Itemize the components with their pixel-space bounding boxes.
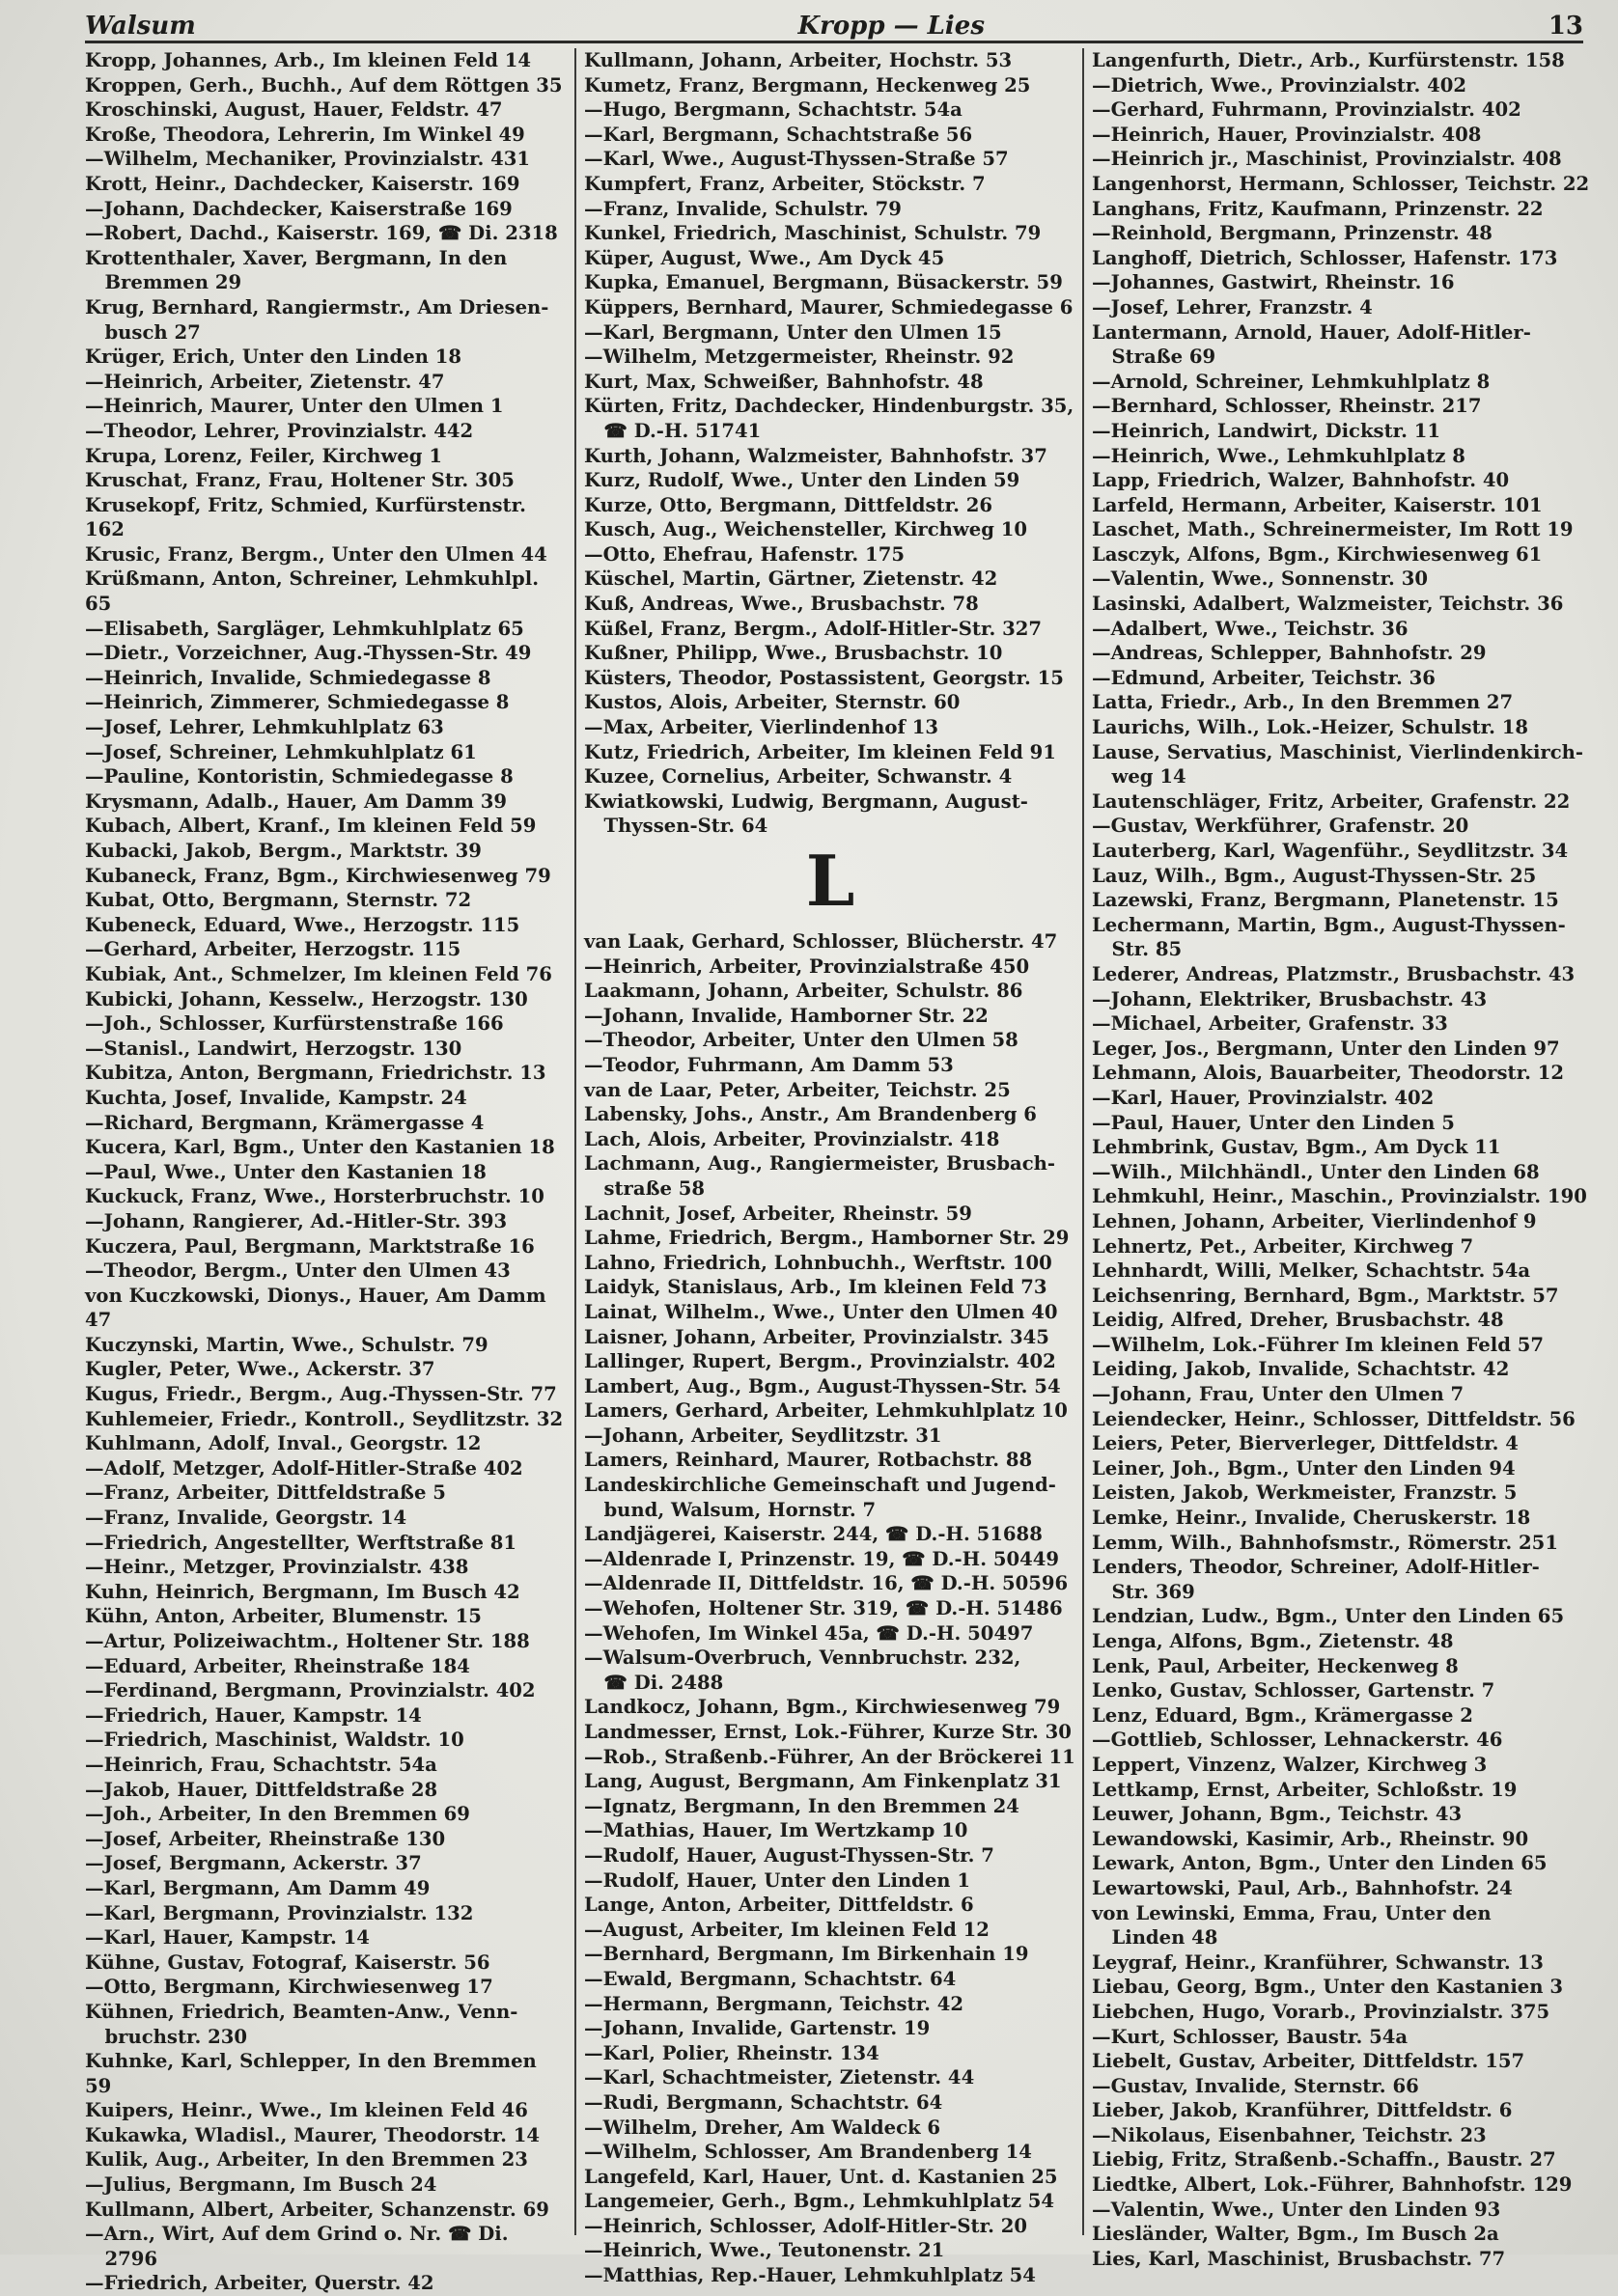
- column-3: [1082, 48, 1591, 2270]
- directory-entry: Lapp, Friedrich, Walzer, Bahnhofstr. 40: [1092, 469, 1510, 492]
- column-2-bottom: [584, 929, 1076, 2288]
- directory-entry: —Elisabeth, Sargläger, Lehmkuhlplatz 65: [85, 617, 524, 640]
- directory-entry: —Otto, Bergmann, Kirchwiesenweg 17: [85, 1976, 493, 1999]
- directory-entry: —Jakob, Hauer, Dittfeldstraße 28: [85, 1778, 438, 1801]
- directory-entry: —Rob., Straßenb.-Führer, An der Bröckerei 11: [584, 1745, 1075, 1768]
- directory-entry: Laurichs, Wilh., Lok.-Heizer, Schulstr. 18: [1092, 716, 1529, 739]
- page-number: 13: [1548, 12, 1583, 41]
- directory-entry: Lemke, Heinr., Invalide, Cheruskerstr. 18: [1092, 1507, 1531, 1530]
- directory-entry: Laakmann, Johann, Arbeiter, Schulstr. 86: [584, 980, 1023, 1003]
- directory-entry: Kutz, Friedrich, Arbeiter, Im kleinen Feld 91: [584, 740, 1056, 763]
- directory-entry: Lahno, Friedrich, Lohnbuchh., Werftstr. 100: [584, 1251, 1052, 1274]
- directory-entry: Liesländer, Walter, Bgm., Im Busch 2a: [1092, 2223, 1499, 2246]
- directory-entry: —Karl, Bergmann, Provinzialstr. 132: [85, 1901, 474, 1924]
- directory-entry: Krupa, Lorenz, Feiler, Kirchweg 1: [85, 444, 442, 467]
- directory-entry: —Karl, Bergmann, Am Damm 49: [85, 1876, 431, 1899]
- directory-entry: Lantermann, Arnold, Hauer, Adolf-Hitler- Straße 69: [1092, 320, 1531, 369]
- directory-entry: Kurz, Rudolf, Wwe., Unter den Linden 59: [584, 469, 1020, 492]
- directory-entry: Leichsenring, Bernhard, Bgm., Marktstr. 57: [1092, 1284, 1559, 1307]
- directory-entry: —Adalbert, Wwe., Teichstr. 36: [1092, 617, 1409, 640]
- directory-entry: —Wilhelm, Dreher, Am Waldeck 6: [584, 2116, 941, 2139]
- directory-entry: —Johann, Frau, Unter den Ulmen 7: [1092, 1383, 1465, 1406]
- directory-entry: Kuchta, Josef, Invalide, Kampstr. 24: [85, 1086, 467, 1109]
- directory-entry: Laschet, Math., Schreinermeister, Im Rott 19: [1092, 518, 1574, 541]
- directory-entry: —Franz, Invalide, Schulstr. 79: [584, 197, 902, 220]
- directory-entry: van Laak, Gerhard, Schlosser, Blücherstr. 47: [584, 930, 1058, 953]
- directory-entry: Landmesser, Ernst, Lok.-Führer, Kurze Str. 30: [584, 1721, 1072, 1743]
- directory-entry: Larfeld, Hermann, Arbeiter, Kaiserstr. 101: [1092, 493, 1543, 516]
- directory-entry: Kustos, Alois, Arbeiter, Sternstr. 60: [584, 691, 961, 714]
- directory-entry: Liebig, Fritz, Straßenb.-Schaffn., Baustr. 27: [1092, 2148, 1556, 2172]
- directory-entry: —Ferdinand, Bergmann, Provinzialstr. 402: [85, 1679, 536, 1702]
- directory-entry: —Stanisl., Landwirt, Herzogstr. 130: [85, 1037, 462, 1060]
- directory-entry: —Wilh., Milchhändl., Unter den Linden 68: [1092, 1160, 1540, 1183]
- directory-entry: Langhans, Fritz, Kaufmann, Prinzenstr. 22: [1092, 197, 1544, 220]
- directory-entry: Lettkamp, Ernst, Arbeiter, Schloßstr. 19: [1092, 1778, 1518, 1801]
- directory-entry: Laisner, Johann, Arbeiter, Provinzialstr. 345: [584, 1325, 1049, 1348]
- directory-entry: —Friedrich, Maschinist, Waldstr. 10: [85, 1729, 464, 1752]
- directory-entry: —Bernhard, Schlosser, Rheinstr. 217: [1092, 395, 1482, 418]
- directory-entry: Lewark, Anton, Bgm., Unter den Linden 65: [1092, 1852, 1548, 1875]
- directory-entry: Landeskirchliche Gemeinschaft und Jugend- bund, Walsum, Hornstr. 7: [584, 1474, 1056, 1521]
- directory-entry: —Gustav, Invalide, Sternstr. 66: [1092, 2074, 1419, 2097]
- directory-entry: Krottenthaler, Xaver, Bergmann, In den Bremmen 29: [85, 246, 508, 294]
- directory-entry: Lause, Servatius, Maschinist, Vierlindenkirch- weg 14: [1092, 740, 1584, 788]
- page-header: [85, 6, 1583, 43]
- directory-entry: Krug, Bernhard, Rangiermstr., Am Driesen- busch 27: [85, 295, 549, 344]
- directory-entry: —Karl, Hauer, Provinzialstr. 402: [1092, 1086, 1435, 1109]
- directory-entry: —Heinrich, Maurer, Unter den Ulmen 1: [85, 395, 504, 418]
- directory-entry: —Heinrich, Hauer, Provinzialstr. 408: [1092, 123, 1482, 146]
- directory-entry: Krüßmann, Anton, Schreiner, Lehmkuhlpl. 65: [85, 567, 545, 616]
- directory-entry: Kurth, Johann, Walzmeister, Bahnhofstr. 37: [584, 444, 1047, 467]
- directory-entry: —Heinrich jr., Maschinist, Provinzialstr. 408: [1092, 148, 1562, 171]
- directory-entry: —Josef, Lehrer, Franzstr. 4: [1092, 295, 1373, 318]
- directory-entry: Küper, August, Wwe., Am Dyck 45: [584, 246, 945, 269]
- directory-entry: Lang, August, Bergmann, Am Finkenplatz 31: [584, 1770, 1062, 1793]
- directory-entry: Kubacki, Jakob, Bergm., Marktstr. 39: [85, 840, 482, 862]
- directory-entry: Leiding, Jakob, Invalide, Schachtstr. 42: [1092, 1358, 1510, 1381]
- directory-entry: Lallinger, Rupert, Bergm., Provinzialstr. 402: [584, 1350, 1056, 1373]
- directory-entry: Kubat, Otto, Bergmann, Sternstr. 72: [85, 889, 472, 912]
- directory-entry: —Bernhard, Bergmann, Im Birkenhain 19: [584, 1943, 1029, 1966]
- directory-entry: Kuipers, Heinr., Wwe., Im kleinen Feld 46: [85, 2099, 528, 2122]
- directory-entry: Leppert, Vinzenz, Walzer, Kirchweg 3: [1092, 1753, 1488, 1776]
- directory-entry: Labensky, Johs., Anstr., Am Brandenberg 6: [584, 1103, 1037, 1126]
- section-letter-heading: L: [805, 840, 855, 922]
- directory-entry: Kroppen, Gerh., Buchh., Auf dem Röttgen 35: [85, 73, 563, 97]
- directory-entry: —Johann, Arbeiter, Seydlitzstr. 31: [584, 1424, 942, 1447]
- directory-entry: —Dietr., Vorzeichner, Aug.-Thyssen-Str. 49: [85, 642, 532, 665]
- directory-entry: Kucera, Karl, Bgm., Unter den Kastanien 18: [85, 1136, 555, 1159]
- directory-entry: —Johann, Invalide, Hamborner Str. 22: [584, 1004, 989, 1027]
- directory-entry: —Wilhelm, Schlosser, Am Brandenberg 14: [584, 2141, 1032, 2164]
- directory-entry: —Gustav, Werkführer, Grafenstr. 20: [1092, 815, 1469, 838]
- directory-entry: —Arn., Wirt, Auf dem Grind o. Nr. ☎ Di. 2796: [85, 2223, 509, 2270]
- directory-entry: —Friedrich, Hauer, Kampstr. 14: [85, 1703, 422, 1727]
- directory-entry: —Wehofen, Im Winkel 45a, ☎ D.-H. 50497: [584, 1621, 1034, 1645]
- directory-entry: —Johann, Invalide, Gartenstr. 19: [584, 2017, 931, 2040]
- directory-entry: —Heinrich, Frau, Schachtstr. 54a: [85, 1753, 437, 1776]
- header-town: Walsum: [85, 12, 196, 41]
- directory-entry: Lewartowski, Paul, Arb., Bahnhofstr. 24: [1092, 1876, 1513, 1899]
- directory-entry: Kuhnke, Karl, Schlepper, In den Bremmen 59: [85, 2050, 544, 2097]
- directory-entry: —Teodor, Fuhrmann, Am Damm 53: [584, 1053, 954, 1076]
- directory-entry: Lenz, Eduard, Bgm., Krämergasse 2: [1092, 1703, 1473, 1727]
- directory-entry: —Nikolaus, Eisenbahner, Teichstr. 23: [1092, 2123, 1487, 2146]
- directory-entry: —Eduard, Arbeiter, Rheinstraße 184: [85, 1654, 470, 1677]
- directory-entry: Langhoff, Dietrich, Schlosser, Hafenstr. 173: [1092, 246, 1558, 269]
- directory-entry: —Walsum-Overbruch, Vennbruchstr. 232, ☎ Di. 2488: [584, 1646, 1021, 1694]
- directory-entry: Krüger, Erich, Unter den Linden 18: [85, 346, 462, 369]
- directory-entry: —Johann, Rangierer, Ad.-Hitler-Str. 393: [85, 1209, 508, 1232]
- directory-entry: Landkocz, Johann, Bgm., Kirchwiesenweg 79: [584, 1696, 1061, 1719]
- directory-entry: —Johann, Dachdecker, Kaiserstraße 169: [85, 197, 513, 220]
- directory-entry: Kruschat, Franz, Frau, Holtener Str. 305: [85, 469, 515, 492]
- directory-entry: —Paul, Hauer, Unter den Linden 5: [1092, 1111, 1455, 1134]
- directory-entry: Kubach, Albert, Kranf., Im kleinen Feld 59: [85, 815, 537, 838]
- directory-entry: —Johannes, Gastwirt, Rheinstr. 16: [1092, 271, 1455, 294]
- directory-entry: Liebelt, Gustav, Arbeiter, Dittfeldstr. 157: [1092, 2050, 1525, 2073]
- directory-entry: Lewandowski, Kasimir, Arb., Rheinstr. 90: [1092, 1827, 1529, 1850]
- directory-entry: Kurt, Max, Schweißer, Bahnhofstr. 48: [584, 370, 984, 393]
- directory-entry: Kußner, Philipp, Wwe., Brusbachstr. 10: [584, 642, 1003, 665]
- directory-entry: —Wilhelm, Lok.-Führer Im kleinen Feld 57: [1092, 1333, 1545, 1356]
- column-2: [574, 48, 1082, 2287]
- directory-entry: Kulik, Aug., Arbeiter, In den Bremmen 23: [85, 2148, 528, 2172]
- entry-columns: [85, 48, 1591, 2295]
- directory-entry: —Wilhelm, Metzgermeister, Rheinstr. 92: [584, 346, 1015, 369]
- directory-entry: —Josef, Arbeiter, Rheinstraße 130: [85, 1827, 446, 1850]
- directory-entry: —Ignatz, Bergmann, In den Bremmen 24: [584, 1794, 1019, 1817]
- directory-entry: Kugler, Peter, Wwe., Ackerstr. 37: [85, 1358, 435, 1381]
- directory-entry: —Michael, Arbeiter, Grafenstr. 33: [1092, 1012, 1448, 1036]
- directory-entry: Kühnen, Friedrich, Beamten-Anw., Venn- bruchstr. 230: [85, 2000, 518, 2048]
- directory-entry: —Franz, Invalide, Georgstr. 14: [85, 1507, 407, 1530]
- directory-entry: —Joh., Arbeiter, In den Bremmen 69: [85, 1803, 470, 1826]
- directory-entry: —Aldenrade II, Dittfeldstr. 16, ☎ D.-H. 50596: [584, 1572, 1069, 1595]
- directory-entry: —Franz, Arbeiter, Dittfeldstraße 5: [85, 1481, 446, 1505]
- directory-entry: —Paul, Wwe., Unter den Kastanien 18: [85, 1160, 487, 1183]
- directory-entry: Kuczynski, Martin, Wwe., Schulstr. 79: [85, 1333, 488, 1356]
- directory-entry: Lehmbrink, Gustav, Bgm., Am Dyck 11: [1092, 1136, 1501, 1159]
- directory-entry: Lenga, Alfons, Bgm., Zietenstr. 48: [1092, 1630, 1454, 1652]
- directory-entry: Langefeld, Karl, Hauer, Unt. d. Kastanien 25: [584, 2165, 1058, 2188]
- directory-entry: Leidig, Alfred, Dreher, Brusbachstr. 48: [1092, 1309, 1504, 1332]
- directory-entry: Landjägerei, Kaiserstr. 244, ☎ D.-H. 51688: [584, 1523, 1043, 1546]
- directory-entry: —Aldenrade I, Prinzenstr. 19, ☎ D.-H. 50449: [584, 1547, 1060, 1570]
- directory-entry: Lies, Karl, Maschinist, Brusbachstr. 77: [1092, 2247, 1506, 2270]
- directory-entry: Kuzee, Cornelius, Arbeiter, Schwanstr. 4: [584, 765, 1013, 788]
- directory-entry: —Rudolf, Hauer, August-Thyssen-Str. 7: [584, 1843, 994, 1867]
- directory-entry: Lechermann, Martin, Bgm., August-Thyssen- Str. 85: [1092, 913, 1566, 961]
- directory-entry: —Theodor, Lehrer, Provinzialstr. 442: [85, 419, 474, 442]
- directory-entry: Liebau, Georg, Bgm., Unter den Kastanien 3: [1092, 1976, 1563, 1999]
- directory-entry: —Friedrich, Angestellter, Werftstraße 81: [85, 1531, 517, 1554]
- directory-entry: Lach, Alois, Arbeiter, Provinzialstr. 418: [584, 1127, 1000, 1150]
- directory-entry: Kunkel, Friedrich, Maschinist, Schulstr. 79: [584, 222, 1042, 245]
- directory-entry: Kurze, Otto, Bergmann, Dittfeldstr. 26: [584, 493, 992, 516]
- directory-entry: —Wilhelm, Mechaniker, Provinzialstr. 431: [85, 148, 531, 171]
- directory-entry: —Dietrich, Wwe., Provinzialstr. 402: [1092, 73, 1466, 97]
- directory-entry: Kumpfert, Franz, Arbeiter, Stöckstr. 7: [584, 172, 986, 195]
- directory-entry: Kuhlmann, Adolf, Inval., Georgstr. 12: [85, 1432, 482, 1455]
- directory-entry: Lahme, Friedrich, Bergm., Hamborner Str. 29: [584, 1227, 1070, 1250]
- directory-entry: —Hermann, Bergmann, Teichstr. 42: [584, 1992, 964, 2015]
- directory-entry: —Valentin, Wwe., Unter den Linden 93: [1092, 2198, 1501, 2221]
- directory-entry: —Josef, Schreiner, Lehmkuhlplatz 61: [85, 740, 477, 763]
- directory-entry: von Lewinski, Emma, Frau, Unter den Linden 48: [1092, 1901, 1492, 1950]
- directory-entry: —Mathias, Hauer, Im Wertzkamp 10: [584, 1819, 968, 1842]
- directory-entry: Kubeneck, Eduard, Wwe., Herzogstr. 115: [85, 913, 520, 936]
- directory-entry: Leisten, Jakob, Werkmeister, Franzstr. 5: [1092, 1481, 1518, 1505]
- directory-entry: Kupka, Emanuel, Bergmann, Büsackerstr. 59: [584, 271, 1063, 294]
- directory-entry: Lenders, Theodor, Schreiner, Adolf-Hitler- Str. 369: [1092, 1556, 1540, 1603]
- directory-entry: Leger, Jos., Bergmann, Unter den Linden 97: [1092, 1037, 1560, 1060]
- directory-entry: Langenhorst, Hermann, Schlosser, Teichstr. 22: [1092, 172, 1590, 195]
- directory-entry: Lachmann, Aug., Rangiermeister, Brusbach- straße 58: [584, 1152, 1056, 1200]
- directory-entry: —Otto, Ehefrau, Hafenstr. 175: [584, 542, 905, 566]
- directory-entry: —Rudi, Bergmann, Schachtstr. 64: [584, 2090, 943, 2114]
- directory-entry: —Andreas, Schlepper, Bahnhofstr. 29: [1092, 642, 1487, 665]
- directory-entry: —Hugo, Bergmann, Schachtstr. 54a: [584, 98, 962, 122]
- directory-entry: Kropp, Johannes, Arb., Im kleinen Feld 14: [85, 49, 532, 71]
- directory-entry: Leygraf, Heinr., Kranführer, Schwanstr. 13: [1092, 1950, 1544, 1974]
- directory-entry: —Artur, Polizeiwachtm., Holtener Str. 188: [85, 1630, 530, 1652]
- directory-entry: —Johann, Elektriker, Brusbachstr. 43: [1092, 987, 1488, 1010]
- directory-entry: Küppers, Bernhard, Maurer, Schmiedegasse 6: [584, 295, 1074, 318]
- directory-entry: Lasinski, Adalbert, Walzmeister, Teichstr. 36: [1092, 593, 1564, 616]
- directory-entry: —Kurt, Schlosser, Baustr. 54a: [1092, 2025, 1409, 2048]
- directory-entry: Kubicki, Johann, Kesselw., Herzogstr. 130: [85, 987, 528, 1010]
- directory-entry: —Rudolf, Hauer, Unter den Linden 1: [584, 1868, 970, 1892]
- directory-entry: —Edmund, Arbeiter, Teichstr. 36: [1092, 666, 1436, 689]
- directory-entry: Liebchen, Hugo, Vorarb., Provinzialstr. 375: [1092, 2000, 1550, 2023]
- directory-entry: —August, Arbeiter, Im kleinen Feld 12: [584, 1918, 990, 1941]
- directory-entry: —Julius, Bergmann, Im Busch 24: [85, 2173, 437, 2197]
- directory-entry: —Gerhard, Fuhrmann, Provinzialstr. 402: [1092, 98, 1521, 122]
- directory-entry: Lainat, Wilhelm., Wwe., Unter den Ulmen 40: [584, 1300, 1058, 1323]
- directory-entry: —Adolf, Metzger, Adolf-Hitler-Straße 402: [85, 1456, 523, 1480]
- header-range: Kropp — Lies: [797, 12, 985, 41]
- directory-entry: Kuhlemeier, Friedr., Kontroll., Seydlitzstr. 32: [85, 1407, 564, 1430]
- column-1: [85, 48, 574, 2295]
- directory-entry: Kumetz, Franz, Bergmann, Heckenweg 25: [584, 73, 1031, 97]
- directory-entry: —Ewald, Bergmann, Schachtstr. 64: [584, 1967, 957, 1990]
- directory-entry: Kullmann, Johann, Arbeiter, Hochstr. 53: [584, 49, 1013, 71]
- directory-entry: —Heinrich, Arbeiter, Provinzialstraße 450: [584, 954, 1030, 978]
- directory-entry: Lenko, Gustav, Schlosser, Gartenstr. 7: [1092, 1679, 1495, 1702]
- directory-entry: Lehnertz, Pet., Arbeiter, Kirchweg 7: [1092, 1234, 1474, 1258]
- directory-entry: Krusekopf, Fritz, Schmied, Kurfürstenstr. 162: [85, 493, 533, 541]
- directory-entry: Liedtke, Albert, Lok.-Führer, Bahnhofstr. 129: [1092, 2173, 1573, 2197]
- directory-entry: Lieber, Jakob, Kranführer, Dittfeldstr. 6: [1092, 2099, 1513, 2122]
- directory-entry: —Heinrich, Landwirt, Dickstr. 11: [1092, 419, 1441, 442]
- directory-entry: Kwiatkowski, Ludwig, Bergmann, August- Thyssen-Str. 64: [584, 789, 1028, 838]
- directory-entry: Lauz, Wilh., Bgm., August-Thyssen-Str. 25: [1092, 864, 1537, 887]
- directory-entry: Lehnen, Johann, Arbeiter, Vierlindenhof 9: [1092, 1209, 1537, 1232]
- directory-entry: Lehmkuhl, Heinr., Maschin., Provinzialstr. 190: [1092, 1185, 1587, 1208]
- directory-entry: Leuwer, Johann, Bgm., Teichstr. 43: [1092, 1803, 1463, 1826]
- directory-entry: Lambert, Aug., Bgm., August-Thyssen-Str. 54: [584, 1374, 1061, 1397]
- directory-entry: —Karl, Hauer, Kampstr. 14: [85, 1926, 370, 1950]
- directory-entry: —Matthias, Rep.-Hauer, Lehmkuhlplatz 54: [584, 2264, 1036, 2287]
- directory-entry: —Karl, Bergmann, Schachtstraße 56: [584, 123, 973, 146]
- directory-entry: —Heinr., Metzger, Provinzialstr. 438: [85, 1556, 469, 1579]
- directory-entry: Kuhn, Heinrich, Bergmann, Im Busch 42: [85, 1580, 520, 1603]
- directory-entry: Leiner, Joh., Bgm., Unter den Linden 94: [1092, 1456, 1516, 1480]
- directory-entry: Lautenschläger, Fritz, Arbeiter, Grafenstr. 22: [1092, 789, 1571, 813]
- directory-entry: Lemm, Wilh., Bahnhofsmstr., Römerstr. 251: [1092, 1531, 1558, 1554]
- directory-entry: Kühn, Anton, Arbeiter, Blumenstr. 15: [85, 1605, 482, 1628]
- directory-entry: —Arnold, Schreiner, Lehmkuhlplatz 8: [1092, 370, 1491, 393]
- directory-entry: —Theodor, Arbeiter, Unter den Ulmen 58: [584, 1029, 1018, 1052]
- directory-entry: Kubiak, Ant., Schmelzer, Im kleinen Feld 76: [85, 962, 552, 985]
- directory-entry: Lendzian, Ludw., Bgm., Unter den Linden 65: [1092, 1605, 1565, 1628]
- directory-entry: —Heinrich, Arbeiter, Zietenstr. 47: [85, 370, 445, 393]
- directory-entry: Lachnit, Josef, Arbeiter, Rheinstr. 59: [584, 1202, 972, 1225]
- directory-entry: Küsters, Theodor, Postassistent, Georgstr. 15: [584, 666, 1064, 689]
- directory-entry: Küschel, Martin, Gärtner, Zietenstr. 42: [584, 567, 998, 591]
- directory-entry: Latta, Friedr., Arb., In den Bremmen 27: [1092, 691, 1514, 714]
- directory-entry: —Robert, Dachd., Kaiserstr. 169, ☎ Di. 2318: [85, 222, 558, 245]
- directory-entry: Küßel, Franz, Bergm., Adolf-Hitler-Str. 327: [584, 617, 1043, 640]
- directory-entry: —Pauline, Kontoristin, Schmiedegasse 8: [85, 765, 514, 788]
- directory-entry: —Gerhard, Arbeiter, Herzogstr. 115: [85, 938, 461, 961]
- directory-entry: —Karl, Polier, Rheinstr. 134: [584, 2041, 879, 2064]
- directory-entry: Lenk, Paul, Arbeiter, Heckenweg 8: [1092, 1654, 1459, 1677]
- directory-entry: —Karl, Schachtmeister, Zietenstr. 44: [584, 2066, 975, 2089]
- directory-entry: Lehnhardt, Willi, Melker, Schachtstr. 54a: [1092, 1259, 1531, 1283]
- directory-entry: Lamers, Reinhard, Maurer, Rotbachstr. 88: [584, 1449, 1033, 1472]
- directory-entry: Laidyk, Stanislaus, Arb., Im kleinen Feld 73: [584, 1276, 1047, 1299]
- directory-entry: —Friedrich, Arbeiter, Querstr. 42: [85, 2272, 434, 2295]
- directory-entry: Lange, Anton, Arbeiter, Dittfeldstr. 6: [584, 1894, 974, 1917]
- directory-entry: —Theodor, Bergm., Unter den Ulmen 43: [85, 1259, 511, 1283]
- directory-entry: Kuczera, Paul, Bergmann, Marktstraße 16: [85, 1234, 535, 1258]
- directory-entry: Lederer, Andreas, Platzmstr., Brusbachstr. 43: [1092, 962, 1576, 985]
- directory-entry: Krysmann, Adalb., Hauer, Am Damm 39: [85, 789, 507, 813]
- directory-entry: —Heinrich, Zimmerer, Schmiedegasse 8: [85, 691, 510, 714]
- directory-entry: —Joh., Schlosser, Kurfürstenstraße 166: [85, 1012, 504, 1036]
- directory-entry: Kuckuck, Franz, Wwe., Horsterbruchstr. 10: [85, 1185, 544, 1208]
- directory-entry: Kugus, Friedr., Bergm., Aug.-Thyssen-Str. 77: [85, 1383, 557, 1406]
- directory-entry: Langenfurth, Dietr., Arb., Kurfürstenstr. 158: [1092, 49, 1565, 71]
- directory-entry: —Richard, Bergmann, Krämergasse 4: [85, 1111, 485, 1134]
- directory-entry: Lauterberg, Karl, Wagenführ., Seydlitzstr. 34: [1092, 840, 1569, 862]
- directory-entry: —Heinrich, Wwe., Lehmkuhlplatz 8: [1092, 444, 1465, 467]
- directory-entry: —Heinrich, Invalide, Schmiedegasse 8: [85, 666, 491, 689]
- directory-entry: Kroße, Theodora, Lehrerin, Im Winkel 49: [85, 123, 525, 146]
- directory-entry: —Josef, Lehrer, Lehmkuhlplatz 63: [85, 716, 444, 739]
- directory-entry: —Karl, Bergmann, Unter den Ulmen 15: [584, 320, 1002, 344]
- directory-entry: Kühne, Gustav, Fotograf, Kaiserstr. 56: [85, 1950, 490, 1974]
- directory-entry: —Gottlieb, Schlosser, Lehnackerstr. 46: [1092, 1729, 1503, 1752]
- directory-entry: —Valentin, Wwe., Sonnenstr. 30: [1092, 567, 1428, 591]
- directory-entry: Lehmann, Alois, Bauarbeiter, Theodorstr. 12: [1092, 1062, 1565, 1085]
- directory-entry: Langemeier, Gerh., Bgm., Lehmkuhlplatz 54: [584, 2190, 1055, 2213]
- directory-entry: Kuß, Andreas, Wwe., Brusbachstr. 78: [584, 593, 979, 616]
- directory-entry: Kubitza, Anton, Bergmann, Friedrichstr. 13: [85, 1062, 546, 1085]
- directory-entry: Kullmann, Albert, Arbeiter, Schanzenstr. 69: [85, 2198, 549, 2221]
- column-2-top: [584, 48, 1076, 839]
- directory-entry: Lasczyk, Alfons, Bgm., Kirchwiesenweg 61: [1092, 542, 1543, 566]
- directory-entry: Kubaneck, Franz, Bgm., Kirchwiesenweg 79: [85, 864, 551, 887]
- directory-entry: —Josef, Bergmann, Ackerstr. 37: [85, 1852, 422, 1875]
- directory-entry: —Karl, Wwe., August-Thyssen-Straße 57: [584, 148, 1009, 171]
- directory-entry: Kukawka, Wladisl., Maurer, Theodorstr. 14: [85, 2123, 541, 2146]
- directory-entry: Lamers, Gerhard, Arbeiter, Lehmkuhlplatz 10: [584, 1399, 1068, 1423]
- directory-entry: Kroschinski, August, Hauer, Feldstr. 47: [85, 98, 503, 122]
- directory-entry: Leiers, Peter, Bierverleger, Dittfeldstr. 4: [1092, 1432, 1519, 1455]
- directory-entry: —Heinrich, Schlosser, Adolf-Hitler-Str. 20: [584, 2214, 1028, 2237]
- directory-entry: —Max, Arbeiter, Vierlindenhof 13: [584, 716, 938, 739]
- directory-entry: —Heinrich, Wwe., Teutonenstr. 21: [584, 2239, 945, 2262]
- directory-entry: Leiendecker, Heinr., Schlosser, Dittfeldstr. 56: [1092, 1407, 1576, 1430]
- directory-entry: Kusch, Aug., Weichensteller, Kirchweg 10: [584, 518, 1028, 541]
- directory-entry: Krusic, Franz, Bergm., Unter den Ulmen 44: [85, 542, 547, 566]
- directory-entry: Lazewski, Franz, Bergmann, Planetenstr. 15: [1092, 889, 1559, 912]
- directory-entry: von Kuczkowski, Dionys., Hauer, Am Damm 47: [85, 1284, 553, 1332]
- directory-entry: —Reinhold, Bergmann, Prinzenstr. 48: [1092, 222, 1492, 245]
- directory-entry: Krott, Heinr., Dachdecker, Kaiserstr. 169: [85, 172, 520, 195]
- directory-entry: —Wehofen, Holtener Str. 319, ☎ D.-H. 51486: [584, 1597, 1063, 1620]
- directory-entry: van de Laar, Peter, Arbeiter, Teichstr. 25: [584, 1078, 1011, 1101]
- directory-entry: Kürten, Fritz, Dachdecker, Hindenburgstr. 35, ☎ D.-H. 51741: [584, 395, 1074, 442]
